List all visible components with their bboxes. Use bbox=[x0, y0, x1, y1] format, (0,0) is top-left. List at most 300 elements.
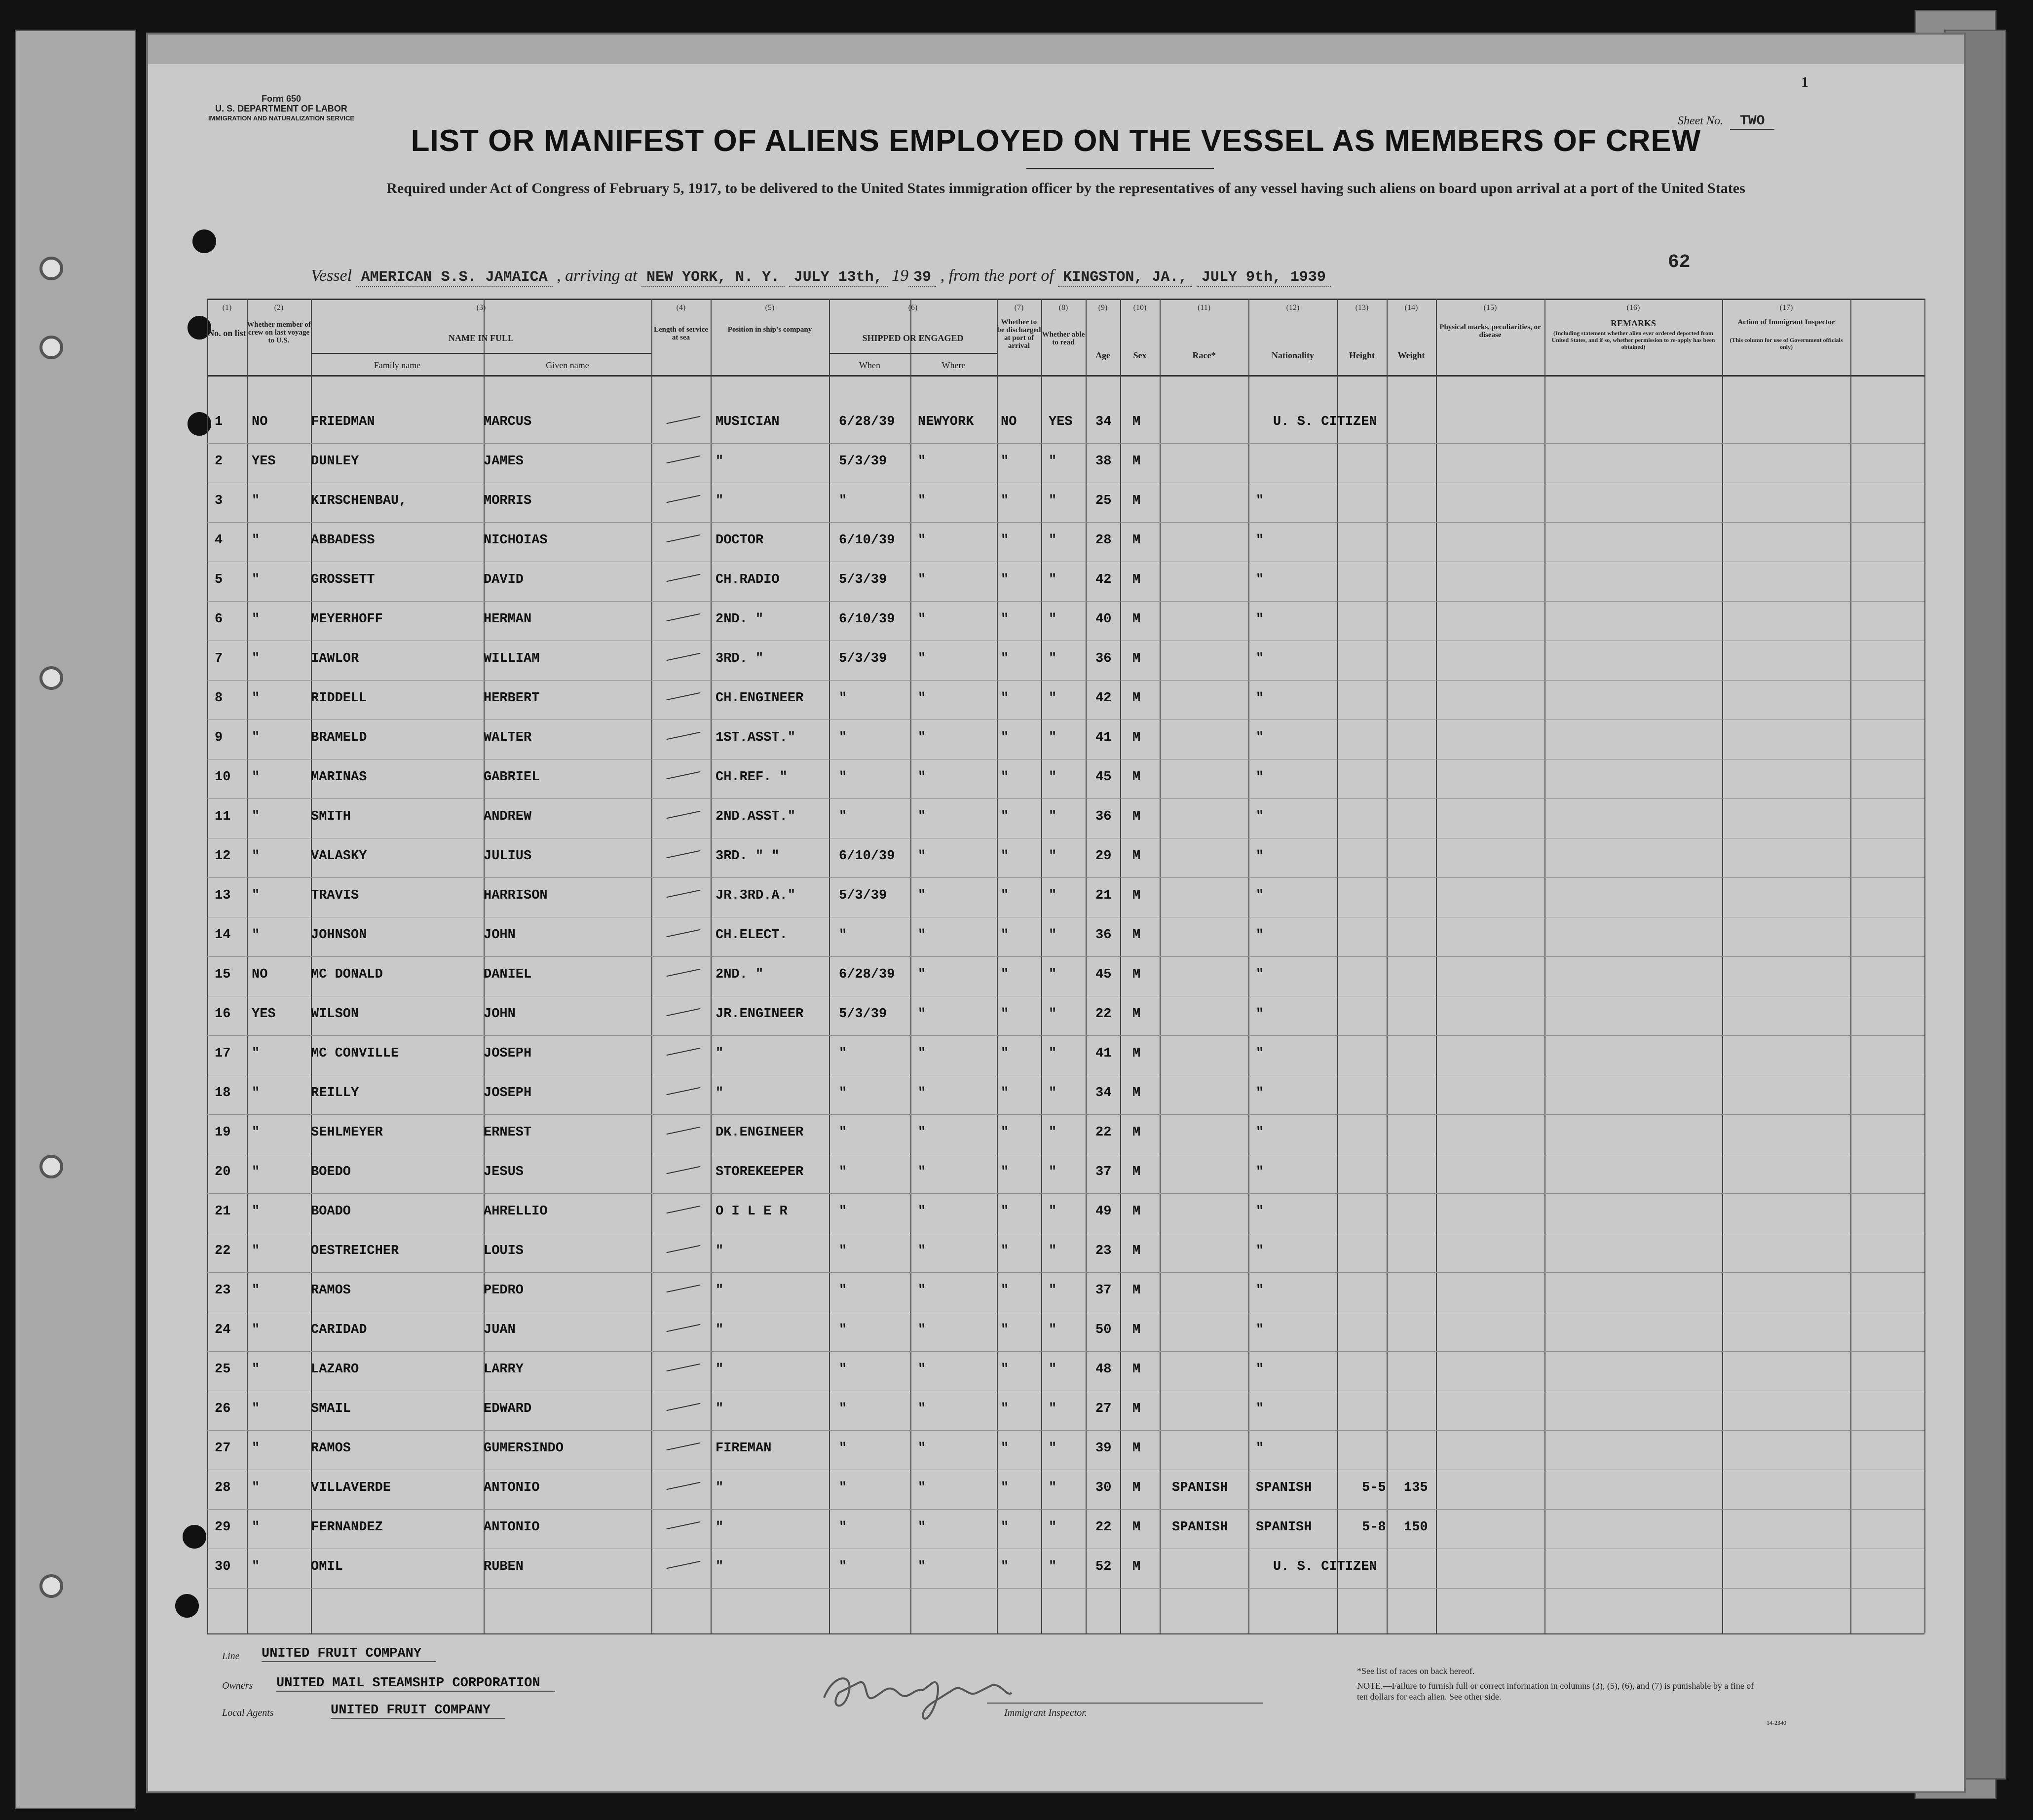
cell-family-name: WILSON bbox=[311, 1007, 359, 1022]
column-rule bbox=[1924, 299, 1925, 1633]
cell-able-to-read: " bbox=[1049, 1007, 1057, 1022]
cell-sex: M bbox=[1132, 809, 1141, 824]
cell-position: " bbox=[715, 1323, 724, 1337]
cell-shipped-when: " bbox=[839, 691, 847, 706]
cell-row-number: 15 bbox=[215, 967, 231, 982]
cell-shipped-where: " bbox=[918, 1204, 926, 1219]
punch-hole bbox=[175, 1594, 199, 1618]
row-rule bbox=[207, 1509, 1924, 1510]
cell-sex: M bbox=[1132, 572, 1141, 587]
cell-shipped-where: " bbox=[918, 1125, 926, 1140]
cell-nationality: " bbox=[1256, 928, 1264, 943]
cell-shipped-where: " bbox=[918, 612, 926, 627]
cell-row-number: 7 bbox=[215, 651, 223, 666]
col-number: (17) bbox=[1779, 303, 1793, 312]
cell-age: 37 bbox=[1095, 1283, 1112, 1298]
cell-family-name: JOHNSON bbox=[311, 928, 367, 943]
cell-sex: M bbox=[1132, 1125, 1141, 1140]
cell-nationality: " bbox=[1256, 1125, 1264, 1140]
cell-nationality: " bbox=[1256, 1086, 1264, 1100]
cell-row-number: 5 bbox=[215, 572, 223, 587]
cell-age: 34 bbox=[1095, 415, 1112, 429]
cell-age: 22 bbox=[1095, 1125, 1112, 1140]
column-rule bbox=[1722, 299, 1723, 1633]
col-header-race: Race* bbox=[1192, 350, 1216, 360]
cell-given-name: JOHN bbox=[484, 1007, 516, 1022]
cell-given-name: JOSEPH bbox=[484, 1046, 532, 1061]
cell-able-to-read: " bbox=[1049, 1362, 1057, 1377]
cell-given-name: JOHN bbox=[484, 928, 516, 943]
cell-age: 21 bbox=[1095, 888, 1112, 903]
service-tick bbox=[667, 1245, 701, 1253]
cell-last-voyage: " bbox=[252, 1125, 260, 1140]
cell-shipped-where: " bbox=[918, 1086, 926, 1100]
cell-last-voyage: " bbox=[252, 1480, 260, 1495]
cell-discharged: " bbox=[1001, 1520, 1009, 1535]
column-rule bbox=[247, 299, 248, 1633]
line-value: UNITED FRUIT COMPANY bbox=[262, 1646, 436, 1662]
cell-shipped-where: " bbox=[918, 1362, 926, 1377]
cell-able-to-read: " bbox=[1049, 1046, 1057, 1061]
row-rule bbox=[207, 877, 1924, 878]
cell-discharged: " bbox=[1001, 730, 1009, 745]
cell-position: JR.ENGINEER bbox=[715, 1007, 804, 1022]
form-dept: U. S. DEPARTMENT OF LABOR bbox=[215, 104, 347, 114]
corner-mark: 1 bbox=[1801, 74, 1808, 90]
cell-position: DOCTOR bbox=[715, 533, 764, 548]
cell-row-number: 2 bbox=[215, 454, 223, 469]
cell-position: " bbox=[715, 1046, 724, 1061]
cell-sex: M bbox=[1132, 691, 1141, 706]
cell-sex: M bbox=[1132, 1362, 1141, 1377]
column-rule bbox=[1387, 299, 1388, 1633]
col-header-discharged: Whether to be discharged at port of arrival bbox=[997, 318, 1041, 350]
cell-last-voyage: " bbox=[252, 1204, 260, 1219]
cell-last-voyage: " bbox=[252, 493, 260, 508]
cell-nationality: " bbox=[1256, 651, 1264, 666]
table-top-rule bbox=[207, 299, 1924, 300]
punch-hole bbox=[183, 1525, 206, 1549]
cell-nationality: " bbox=[1256, 612, 1264, 627]
cell-row-number: 16 bbox=[215, 1007, 231, 1022]
cell-family-name: LAZARO bbox=[311, 1362, 359, 1377]
col-header-family: Family name bbox=[374, 360, 421, 370]
cell-nationality: " bbox=[1256, 1046, 1264, 1061]
cell-last-voyage: " bbox=[252, 730, 260, 745]
cell-nationality: " bbox=[1256, 1402, 1264, 1416]
cell-able-to-read: " bbox=[1049, 1402, 1057, 1416]
cell-sex: M bbox=[1132, 454, 1141, 469]
cell-family-name: RAMOS bbox=[311, 1441, 351, 1456]
cell-shipped-when: " bbox=[839, 809, 847, 824]
cell-last-voyage: " bbox=[252, 1323, 260, 1337]
service-tick bbox=[667, 1482, 701, 1490]
cell-shipped-where: " bbox=[918, 1165, 926, 1179]
cell-able-to-read: " bbox=[1049, 691, 1057, 706]
col-number: (3) bbox=[476, 303, 486, 312]
cell-family-name: GROSSETT bbox=[311, 572, 375, 587]
cell-given-name: LARRY bbox=[484, 1362, 524, 1377]
cell-shipped-where: " bbox=[918, 849, 926, 864]
cell-family-name: REILLY bbox=[311, 1086, 359, 1100]
cell-sex: M bbox=[1132, 967, 1141, 982]
cell-able-to-read: " bbox=[1049, 651, 1057, 666]
cell-discharged: " bbox=[1001, 1559, 1009, 1574]
cell-discharged: " bbox=[1001, 928, 1009, 943]
row-rule bbox=[207, 1351, 1924, 1352]
cell-nationality: " bbox=[1256, 493, 1264, 508]
cell-discharged: " bbox=[1001, 1125, 1009, 1140]
cell-nationality: " bbox=[1256, 849, 1264, 864]
header-sub-rule bbox=[311, 353, 651, 354]
cell-given-name: RUBEN bbox=[484, 1559, 524, 1574]
cell-shipped-when: " bbox=[839, 1480, 847, 1495]
page-subtitle: Required under Act of Congress of February 5, 1917, to be delivered to the United States immigration officer by the representatives of any vessel having such aliens on board upon arrival at a port of the United States bbox=[386, 180, 1745, 196]
cell-last-voyage: " bbox=[252, 849, 260, 864]
cell-discharged: " bbox=[1001, 1441, 1009, 1456]
cell-shipped-where: " bbox=[918, 454, 926, 469]
cell-family-name: IAWLOR bbox=[311, 651, 359, 666]
cell-discharged: " bbox=[1001, 1323, 1009, 1337]
cell-sex: M bbox=[1132, 651, 1141, 666]
cell-family-name: MEYERHOFF bbox=[311, 612, 383, 627]
cell-last-voyage: " bbox=[252, 612, 260, 627]
binder-hole bbox=[39, 336, 63, 359]
cell-family-name: MC CONVILLE bbox=[311, 1046, 399, 1061]
cell-nationality: " bbox=[1256, 1323, 1264, 1337]
cell-position: 2ND. " bbox=[715, 612, 764, 627]
cell-sex: M bbox=[1132, 1046, 1141, 1061]
cell-given-name: DANIEL bbox=[484, 967, 532, 982]
service-tick bbox=[667, 1561, 701, 1569]
cell-row-number: 17 bbox=[215, 1046, 231, 1061]
cell-able-to-read: " bbox=[1049, 730, 1057, 745]
binder-hole bbox=[39, 1155, 63, 1178]
row-rule bbox=[207, 680, 1924, 681]
cell-age: 49 bbox=[1095, 1204, 1112, 1219]
cell-shipped-where: " bbox=[918, 1480, 926, 1495]
service-tick bbox=[667, 613, 701, 622]
line-label: Line bbox=[222, 1651, 240, 1662]
cell-row-number: 4 bbox=[215, 533, 223, 548]
cell-last-voyage: " bbox=[252, 691, 260, 706]
cell-row-number: 13 bbox=[215, 888, 231, 903]
service-tick bbox=[667, 1008, 701, 1017]
cell-given-name: PEDRO bbox=[484, 1283, 524, 1298]
cell-age: 36 bbox=[1095, 809, 1112, 824]
cell-sex: M bbox=[1132, 612, 1141, 627]
row-rule bbox=[207, 1272, 1924, 1273]
cell-family-name: VILLAVERDE bbox=[311, 1480, 391, 1495]
column-rule bbox=[207, 299, 208, 1633]
service-tick bbox=[667, 534, 701, 543]
cell-family-name: BOEDO bbox=[311, 1165, 351, 1179]
cell-position: " bbox=[715, 1480, 724, 1495]
cell-sex: M bbox=[1132, 1007, 1141, 1022]
cell-last-voyage: " bbox=[252, 1520, 260, 1535]
cell-last-voyage: YES bbox=[252, 1007, 276, 1022]
service-tick bbox=[667, 653, 701, 661]
cell-discharged: " bbox=[1001, 888, 1009, 903]
cell-shipped-when: " bbox=[839, 1559, 847, 1574]
cell-age: 36 bbox=[1095, 651, 1112, 666]
cell-age: 39 bbox=[1095, 1441, 1112, 1456]
cell-shipped-when: " bbox=[839, 1244, 847, 1258]
col-number: (11) bbox=[1197, 303, 1211, 312]
cell-discharged: " bbox=[1001, 572, 1009, 587]
cell-discharged: " bbox=[1001, 770, 1009, 785]
column-rule bbox=[651, 299, 652, 1633]
cell-shipped-where: " bbox=[918, 809, 926, 824]
cell-discharged: " bbox=[1001, 612, 1009, 627]
cell-able-to-read: " bbox=[1049, 1086, 1057, 1100]
cell-able-to-read: " bbox=[1049, 1125, 1057, 1140]
cell-nationality: " bbox=[1256, 1007, 1264, 1022]
service-tick bbox=[667, 1087, 701, 1096]
cell-discharged: " bbox=[1001, 454, 1009, 469]
cell-row-number: 26 bbox=[215, 1402, 231, 1416]
cell-position: JR.3RD.A." bbox=[715, 888, 796, 903]
cell-nationality: SPANISH bbox=[1256, 1520, 1312, 1535]
cell-nationality: " bbox=[1256, 809, 1264, 824]
sheet-value: TWO bbox=[1730, 114, 1774, 130]
cell-sex: M bbox=[1132, 415, 1141, 429]
cell-given-name: GUMERSINDO bbox=[484, 1441, 564, 1456]
page-mark: 62 bbox=[1668, 252, 1691, 273]
inspector-label: Immigrant Inspector. bbox=[1004, 1707, 1087, 1718]
inspector-signature bbox=[814, 1663, 1021, 1722]
cell-nationality: " bbox=[1256, 888, 1264, 903]
sheet-label: Sheet No. bbox=[1678, 114, 1723, 127]
races-note: *See list of races on back hereof. bbox=[1357, 1666, 1475, 1676]
cell-shipped-where: " bbox=[918, 691, 926, 706]
col-header-action: Action of Immigrant Inspector bbox=[1737, 318, 1835, 326]
cell-sex: M bbox=[1132, 1283, 1141, 1298]
col-number: (4) bbox=[676, 303, 686, 312]
cell-shipped-where: " bbox=[918, 493, 926, 508]
col-header-name: NAME IN FULL bbox=[448, 333, 514, 343]
cell-sex: M bbox=[1132, 1520, 1141, 1535]
service-tick bbox=[667, 692, 701, 701]
col-number: (2) bbox=[274, 303, 284, 312]
service-tick bbox=[667, 455, 701, 464]
cell-nationality: " bbox=[1256, 1362, 1264, 1377]
col-number: (6) bbox=[908, 303, 918, 312]
col-header-last-voyage: Whether member of crew on last voyage to U.S. bbox=[247, 321, 311, 344]
cell-last-voyage: " bbox=[252, 572, 260, 587]
cell-family-name: TRAVIS bbox=[311, 888, 359, 903]
cell-position: " bbox=[715, 1520, 724, 1535]
cell-able-to-read: " bbox=[1049, 454, 1057, 469]
vessel-line: Vessel AMERICAN S.S. JAMAICA , arriving at NEW YORK, N. Y. JULY 13th, 19 39 , from the port of KINGSTON, JA., JULY 9th, 1939 bbox=[311, 266, 1331, 286]
cell-able-to-read: " bbox=[1049, 928, 1057, 943]
col-header-weight: Weight bbox=[1397, 350, 1425, 360]
cell-shipped-when: " bbox=[839, 1283, 847, 1298]
arrival-date: JULY 13th, bbox=[789, 269, 888, 287]
cell-able-to-read: " bbox=[1049, 1165, 1057, 1179]
cell-row-number: 14 bbox=[215, 928, 231, 943]
cell-last-voyage: " bbox=[252, 1441, 260, 1456]
cell-last-voyage: " bbox=[252, 1165, 260, 1179]
cell-shipped-when: 5/3/39 bbox=[839, 888, 887, 903]
cell-shipped-when: " bbox=[839, 1204, 847, 1219]
cell-given-name: JAMES bbox=[484, 454, 524, 469]
service-tick bbox=[667, 1048, 701, 1056]
column-rule bbox=[1160, 299, 1161, 1633]
cell-shipped-when: 6/28/39 bbox=[839, 415, 895, 429]
cell-row-number: 21 bbox=[215, 1204, 231, 1219]
cell-age: 36 bbox=[1095, 928, 1112, 943]
col-header-age: Age bbox=[1095, 350, 1110, 360]
cell-given-name: ANTONIO bbox=[484, 1480, 540, 1495]
row-rule bbox=[207, 1035, 1924, 1036]
manifest-sheet bbox=[148, 35, 1964, 1791]
cell-able-to-read: " bbox=[1049, 770, 1057, 785]
cell-family-name: OESTREICHER bbox=[311, 1244, 399, 1258]
cell-discharged: NO bbox=[1001, 415, 1017, 429]
cell-family-name: DUNLEY bbox=[311, 454, 359, 469]
cell-shipped-where: " bbox=[918, 1007, 926, 1022]
cell-age: 37 bbox=[1095, 1165, 1112, 1179]
cell-sex: M bbox=[1132, 1244, 1141, 1258]
cell-position: " bbox=[715, 1283, 724, 1298]
col-header-read: Whether able to read bbox=[1042, 331, 1085, 346]
col-number: (15) bbox=[1483, 303, 1497, 312]
column-rule bbox=[910, 299, 911, 1633]
cell-position: STOREKEEPER bbox=[715, 1165, 804, 1179]
cell-discharged: " bbox=[1001, 1283, 1009, 1298]
cell-last-voyage: " bbox=[252, 1559, 260, 1574]
cell-nationality: " bbox=[1256, 1165, 1264, 1179]
cell-nationality: U. S. CITIZEN bbox=[1273, 1559, 1377, 1574]
cell-discharged: " bbox=[1001, 967, 1009, 982]
cell-shipped-when: " bbox=[839, 1165, 847, 1179]
cell-shipped-when: " bbox=[839, 1323, 847, 1337]
cell-age: 22 bbox=[1095, 1520, 1112, 1535]
cell-discharged: " bbox=[1001, 809, 1009, 824]
cell-given-name: MORRIS bbox=[484, 493, 532, 508]
cell-position: O I L E R bbox=[715, 1204, 788, 1219]
cell-family-name: BRAMELD bbox=[311, 730, 367, 745]
cell-able-to-read: " bbox=[1049, 1520, 1057, 1535]
cell-position: FIREMAN bbox=[715, 1441, 772, 1456]
col-number: (5) bbox=[765, 303, 775, 312]
row-rule bbox=[207, 1430, 1924, 1431]
column-rule bbox=[1120, 299, 1121, 1633]
cell-given-name: ERNEST bbox=[484, 1125, 532, 1140]
col-number: (13) bbox=[1355, 303, 1369, 312]
cell-shipped-when: 5/3/39 bbox=[839, 454, 887, 469]
cell-given-name: ANDREW bbox=[484, 809, 532, 824]
cell-shipped-when: " bbox=[839, 1125, 847, 1140]
cell-shipped-when: " bbox=[839, 1402, 847, 1416]
cell-able-to-read: " bbox=[1049, 533, 1057, 548]
cell-position: CH.ENGINEER bbox=[715, 691, 804, 706]
cell-position: " bbox=[715, 1086, 724, 1100]
cell-discharged: " bbox=[1001, 849, 1009, 864]
cell-shipped-when: 5/3/39 bbox=[839, 572, 887, 587]
service-tick bbox=[667, 1364, 701, 1372]
cell-position: " bbox=[715, 493, 724, 508]
owners-value: UNITED MAIL STEAMSHIP CORPORATION bbox=[276, 1676, 555, 1692]
col-number: (16) bbox=[1626, 303, 1640, 312]
cell-able-to-read: " bbox=[1049, 1480, 1057, 1495]
col-number: (8) bbox=[1058, 303, 1068, 312]
cell-able-to-read: " bbox=[1049, 1244, 1057, 1258]
cell-shipped-when: " bbox=[839, 1046, 847, 1061]
owners-label: Owners bbox=[222, 1680, 253, 1691]
column-rule bbox=[1436, 299, 1437, 1633]
cell-last-voyage: YES bbox=[252, 454, 276, 469]
cell-age: 23 bbox=[1095, 1244, 1112, 1258]
col-header-shipped: SHIPPED OR ENGAGED bbox=[862, 333, 964, 343]
cell-family-name: BOADO bbox=[311, 1204, 351, 1219]
cell-shipped-where: " bbox=[918, 1402, 926, 1416]
cell-shipped-when: " bbox=[839, 1362, 847, 1377]
cell-given-name: JUAN bbox=[484, 1323, 516, 1337]
cell-able-to-read: " bbox=[1049, 849, 1057, 864]
cell-shipped-where: " bbox=[918, 1244, 926, 1258]
binder-hole bbox=[39, 1574, 63, 1598]
signature-rule bbox=[987, 1703, 1263, 1704]
cell-given-name: WALTER bbox=[484, 730, 532, 745]
cell-sex: M bbox=[1132, 1480, 1141, 1495]
row-rule bbox=[207, 956, 1924, 957]
column-rule bbox=[1337, 299, 1338, 1633]
service-tick bbox=[667, 732, 701, 740]
cell-shipped-when: " bbox=[839, 928, 847, 943]
cell-nationality: " bbox=[1256, 691, 1264, 706]
service-tick bbox=[667, 850, 701, 859]
cell-row-number: 11 bbox=[215, 809, 231, 824]
cell-shipped-when: " bbox=[839, 493, 847, 508]
cell-shipped-where: " bbox=[918, 1283, 926, 1298]
cell-nationality: " bbox=[1256, 730, 1264, 745]
service-tick bbox=[667, 1403, 701, 1411]
cell-position: " bbox=[715, 1402, 724, 1416]
cell-shipped-where: " bbox=[918, 770, 926, 785]
cell-weight: 135 bbox=[1404, 1480, 1428, 1495]
cell-last-voyage: " bbox=[252, 809, 260, 824]
cell-able-to-read: " bbox=[1049, 888, 1057, 903]
cell-height: 5-5 bbox=[1362, 1480, 1386, 1495]
service-tick bbox=[667, 969, 701, 977]
cell-given-name: HERMAN bbox=[484, 612, 532, 627]
service-tick bbox=[667, 1442, 701, 1451]
cell-sex: M bbox=[1132, 849, 1141, 864]
form-number: Form 650 bbox=[261, 94, 301, 104]
cell-last-voyage: " bbox=[252, 770, 260, 785]
cell-age: 41 bbox=[1095, 1046, 1112, 1061]
cell-position: " bbox=[715, 1559, 724, 1574]
cell-able-to-read: " bbox=[1049, 1441, 1057, 1456]
cell-age: 22 bbox=[1095, 1007, 1112, 1022]
col-header-height: Height bbox=[1349, 350, 1375, 360]
cell-shipped-where: " bbox=[918, 1323, 926, 1337]
cell-given-name: WILLIAM bbox=[484, 651, 540, 666]
cell-discharged: " bbox=[1001, 1165, 1009, 1179]
service-tick bbox=[667, 1521, 701, 1530]
cell-family-name: FERNANDEZ bbox=[311, 1520, 383, 1535]
cell-discharged: " bbox=[1001, 1204, 1009, 1219]
cell-row-number: 12 bbox=[215, 849, 231, 864]
cell-last-voyage: " bbox=[252, 533, 260, 548]
agents-value: UNITED FRUIT COMPANY bbox=[331, 1703, 505, 1719]
cell-shipped-where: " bbox=[918, 928, 926, 943]
cell-row-number: 30 bbox=[215, 1559, 231, 1574]
cell-row-number: 28 bbox=[215, 1480, 231, 1495]
cell-nationality: " bbox=[1256, 533, 1264, 548]
